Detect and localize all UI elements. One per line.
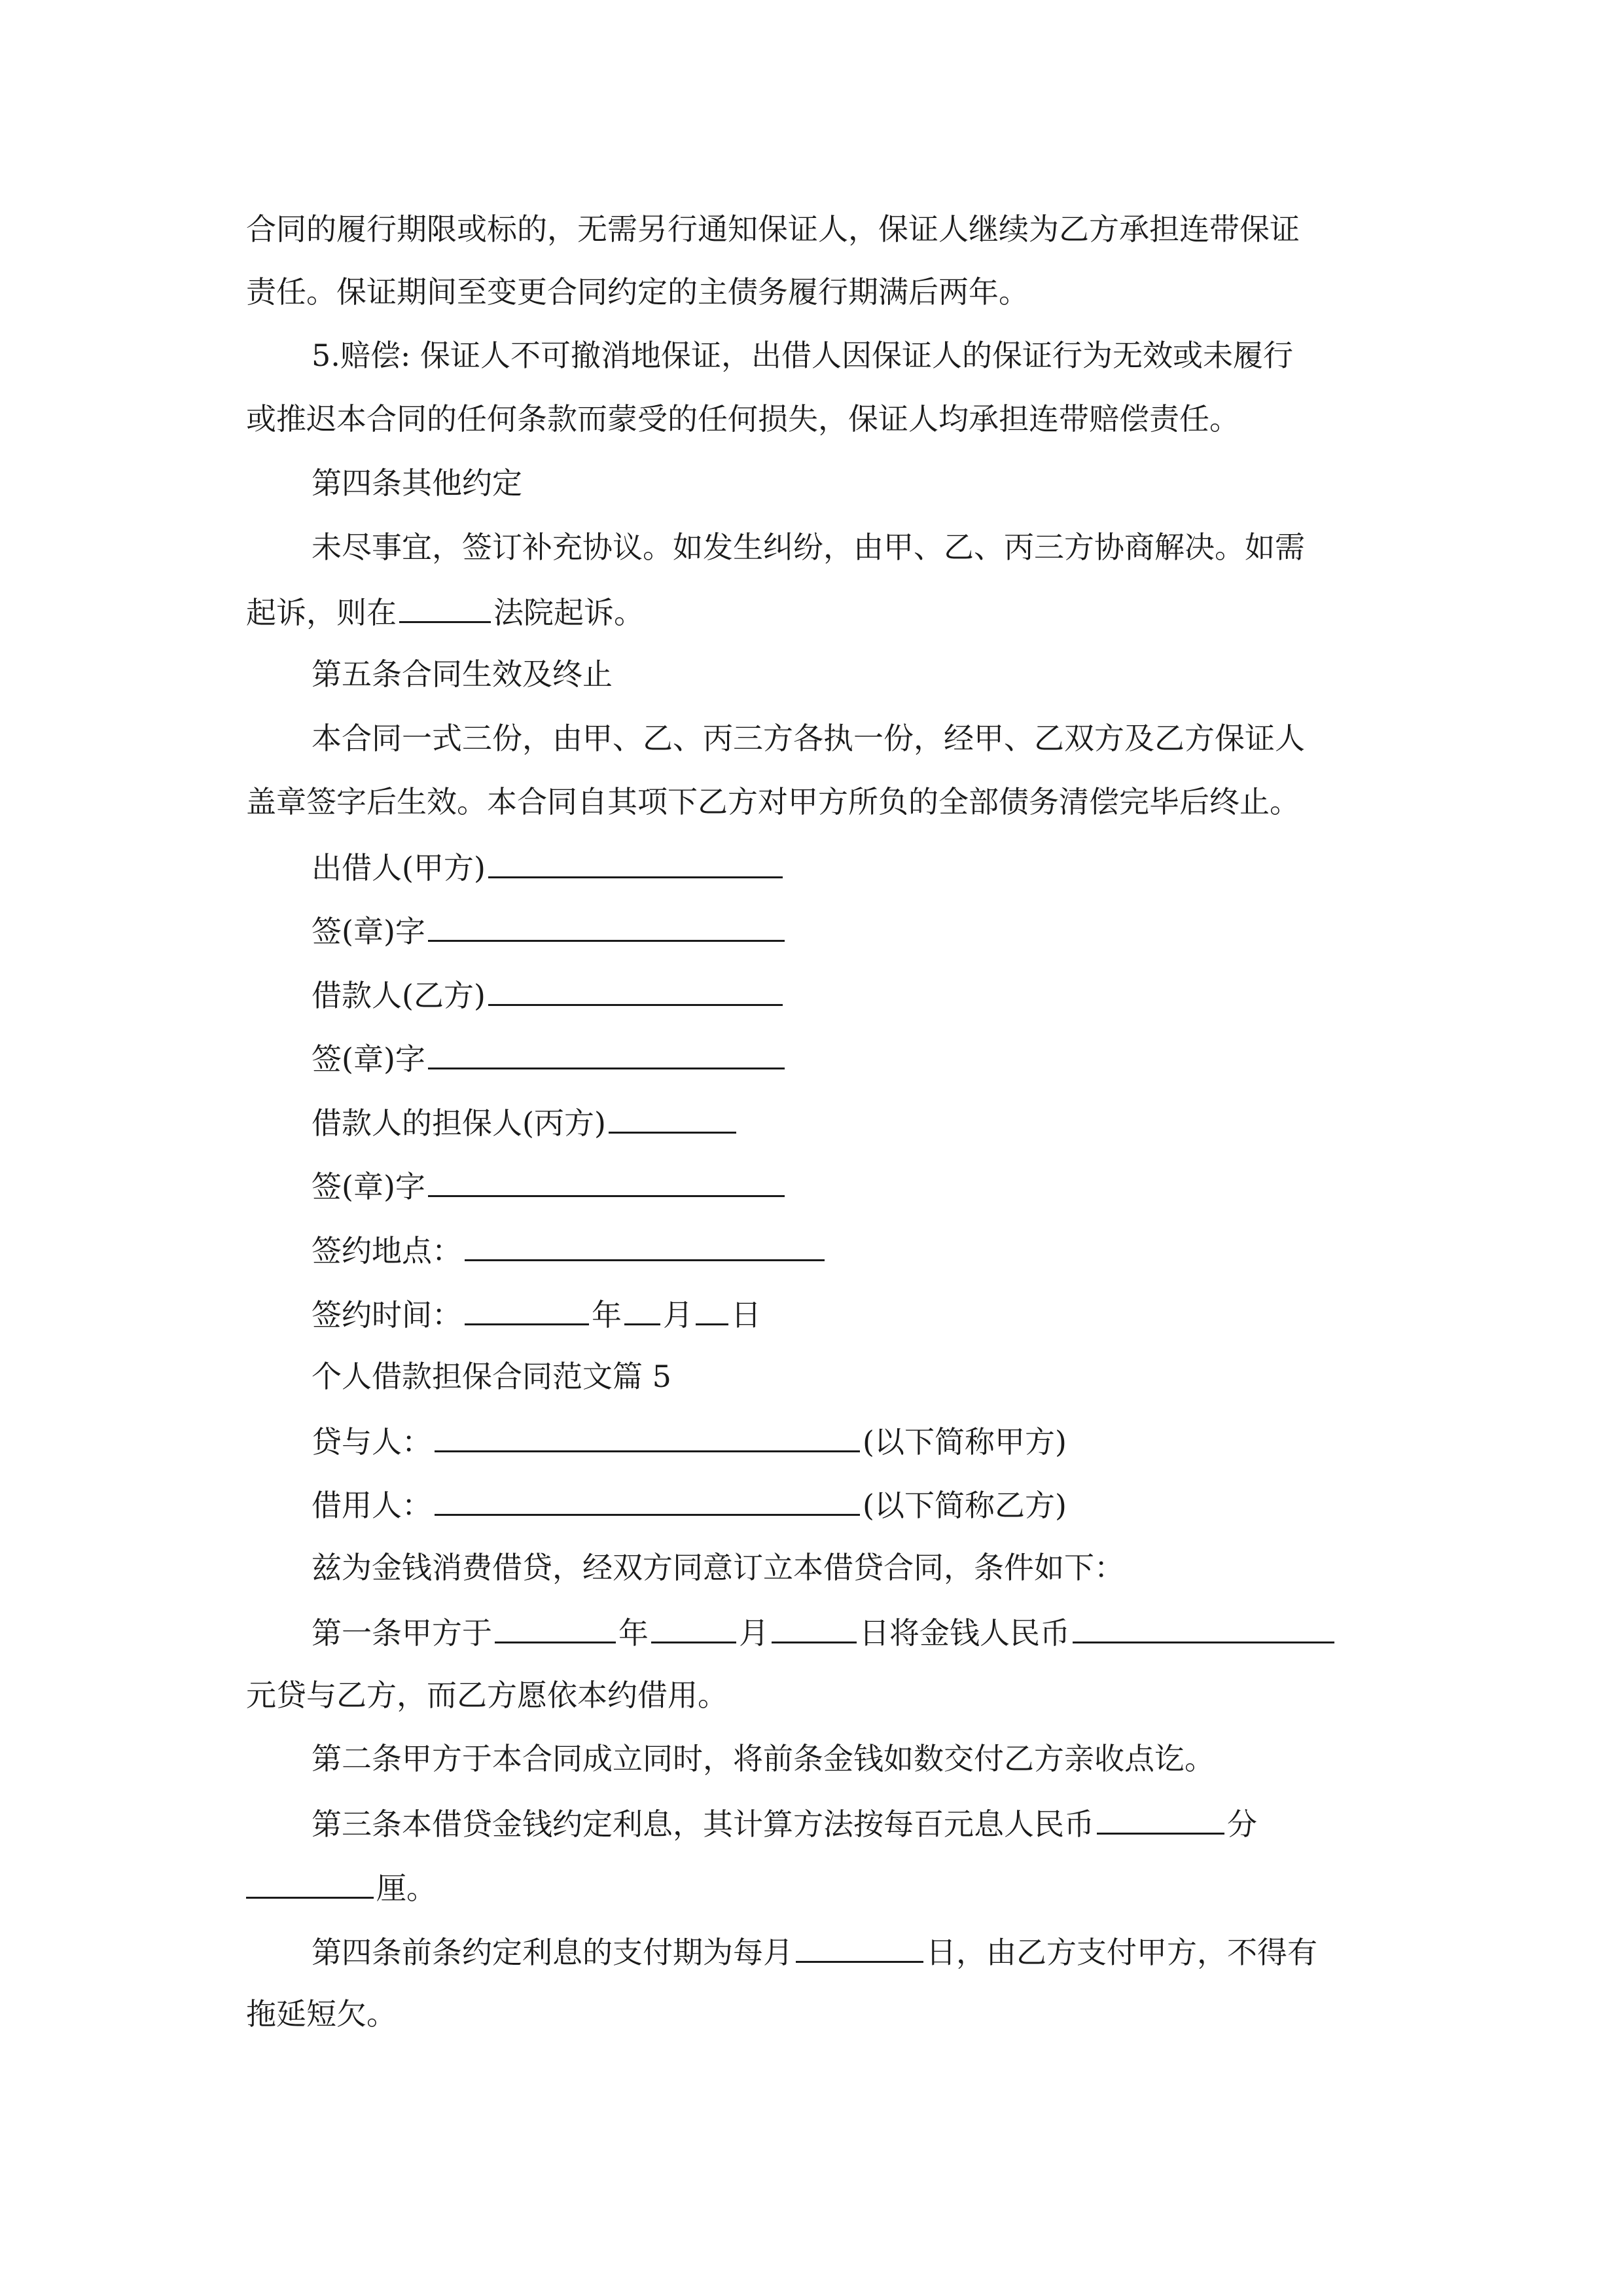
paragraph-line: 本合同一式三份，由甲、乙、丙三方各执一份，经甲、乙双方及乙方保证人 — [312, 721, 1305, 756]
blank-field — [465, 1287, 589, 1325]
paragraph-line: 5.赔偿: 保证人不可撤消地保证，出借人因保证人的保证行为无效或未履行 — [312, 338, 1294, 373]
paragraph-line: 第二条甲方于本合同成立同时，将前条金钱如数交付乙方亲收点讫。 — [312, 1741, 1215, 1776]
paragraph-line — [246, 584, 644, 637]
blank-field — [428, 1031, 785, 1069]
signature-line — [312, 1223, 827, 1275]
text: 厘。 — [376, 1871, 437, 1906]
paragraph-line — [312, 1924, 1317, 1977]
signature-line — [312, 967, 785, 1020]
paragraph-line: 盖章签字后生效。本合同自其项下乙方对甲方所负的全部债务清偿完毕后终止。 — [246, 784, 1300, 819]
blank-field — [696, 1287, 728, 1325]
signature-line — [312, 840, 785, 892]
blank-field — [435, 1477, 860, 1516]
label: 签约地点： — [312, 1233, 462, 1268]
blank-field — [624, 1287, 660, 1325]
paragraph-line — [312, 1605, 1337, 1657]
paragraph-line: 拖延短欠。 — [246, 1996, 397, 2032]
label: 签(章)字 — [312, 1169, 425, 1204]
signature-line — [312, 1158, 787, 1211]
party-line — [312, 1477, 1067, 1530]
section-heading: 第五条合同生效及终止 — [312, 656, 613, 692]
blank-field — [465, 1223, 825, 1261]
paragraph-line: 兹为金钱消费借贷，经双方同意订立本借贷合同，条件如下： — [312, 1550, 1124, 1585]
party-line — [312, 1414, 1067, 1466]
signature-line — [312, 903, 787, 956]
blank-field — [651, 1605, 736, 1643]
text: 起诉，则在 — [246, 595, 397, 630]
label: 贷与人： — [312, 1424, 432, 1460]
blank-field — [609, 1095, 736, 1134]
paragraph-line: 未尽事宜，签订补充协议。如发生纠纷，由甲、乙、丙三方协商解决。如需 — [312, 529, 1305, 565]
label: 借用人： — [312, 1488, 432, 1523]
blank-field — [1097, 1796, 1224, 1835]
label: 签(章)字 — [312, 1041, 425, 1077]
label: 借款人的担保人(丙方) — [312, 1105, 606, 1141]
blank-field — [435, 1414, 860, 1452]
paragraph-line — [246, 1860, 437, 1912]
text: 年 — [592, 1297, 622, 1333]
text: 第一条甲方于 — [312, 1615, 492, 1651]
label: 签(章)字 — [312, 914, 425, 949]
text: 日，由乙方支付甲方，不得有 — [926, 1935, 1317, 1970]
paragraph-line: 合同的履行期限或标的，无需另行通知保证人，保证人继续为乙方承担连带保证 — [246, 211, 1300, 247]
paragraph-line: 或推迟本合同的任何条款而蒙受的任何损失，保证人均承担连带赔偿责任。 — [246, 401, 1240, 437]
blank-field — [796, 1924, 923, 1963]
blank-field — [495, 1605, 616, 1643]
blank-field — [1073, 1605, 1334, 1643]
label: 借款人(乙方) — [312, 978, 486, 1013]
text: 第三条本借贷金钱约定利息，其计算方法按每百元息人民币 — [312, 1806, 1094, 1842]
text: 日 — [731, 1297, 761, 1333]
paragraph-line — [312, 1796, 1257, 1848]
label: 签约时间： — [312, 1297, 462, 1333]
paragraph-line: 元贷与乙方，而乙方愿依本约借用。 — [246, 1677, 728, 1713]
blank-field — [428, 903, 785, 942]
blank-field — [246, 1860, 374, 1899]
text: 日将金钱人民币 — [859, 1615, 1070, 1651]
text: 第四条前条约定利息的支付期为每月 — [312, 1935, 793, 1970]
blank-field — [428, 1158, 785, 1197]
blank-field — [399, 584, 491, 623]
section-heading: 第四条其他约定 — [312, 465, 522, 501]
text: 法院起诉。 — [493, 595, 644, 630]
text: 月 — [739, 1615, 769, 1651]
document-title: 个人借款担保合同范文篇 5 — [312, 1359, 671, 1394]
blank-field — [488, 840, 783, 878]
blank-field — [772, 1605, 857, 1643]
text: 月 — [663, 1297, 693, 1333]
text: (以下简称乙方) — [863, 1488, 1067, 1523]
paragraph-line: 责任。保证期间至变更合同约定的主债务履行期满后两年。 — [246, 274, 1029, 310]
signature-line — [312, 1031, 787, 1083]
text: 年 — [618, 1615, 649, 1651]
signature-date-line — [312, 1287, 761, 1339]
label: 出借人(甲方) — [312, 850, 486, 886]
blank-field — [488, 967, 783, 1006]
text: 分 — [1227, 1806, 1257, 1842]
signature-line — [312, 1095, 739, 1147]
text: (以下简称甲方) — [863, 1424, 1067, 1460]
